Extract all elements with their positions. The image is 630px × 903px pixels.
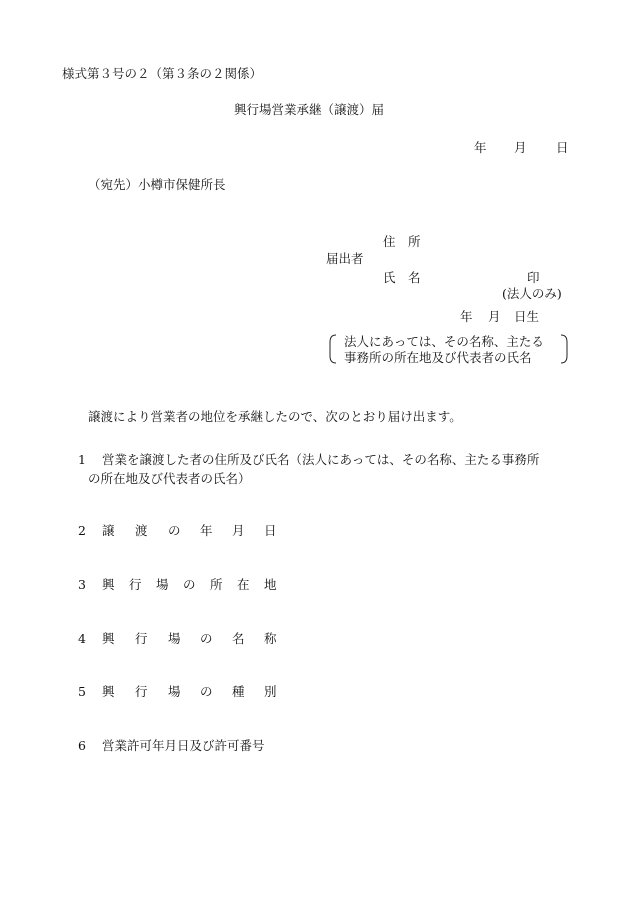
item-text: 営業許可年月日及び許可番号 — [102, 738, 265, 753]
item-char: 譲 — [102, 523, 115, 538]
birth-day: 日生 — [514, 309, 540, 324]
item-char: 年 — [200, 523, 213, 538]
item-char: 在 — [237, 577, 250, 592]
corporation-note-line1: 法人にあっては、その名称、主たる — [344, 334, 544, 349]
item-char: 興 — [102, 631, 115, 646]
date-month: 月 — [514, 140, 527, 155]
birth-month: 月 — [488, 309, 501, 324]
item-char: の — [200, 631, 213, 646]
date-year: 年 — [474, 140, 487, 155]
item-char: 月 — [232, 523, 245, 538]
addressee: （宛先）小樽市保健所長 — [88, 177, 226, 192]
address-label: 住 所 — [383, 234, 421, 249]
item-char: 場 — [168, 631, 181, 646]
item-char: 行 — [135, 684, 148, 699]
corporation-note-line2: 事務所の所在地及び代表者の氏名 — [344, 350, 532, 365]
name-label: 氏 名 — [383, 270, 421, 285]
document-title: 興行場営業承継（譲渡）届 — [234, 102, 385, 117]
form-number: 様式第３号の２（第３条の２関係） — [62, 66, 263, 81]
item-number: 6 — [78, 738, 86, 753]
item-char: 別 — [264, 684, 277, 699]
item-char: 称 — [264, 631, 277, 646]
item-number: 3 — [78, 577, 86, 592]
date-day: 日 — [556, 140, 569, 155]
item-char: 地 — [264, 577, 277, 592]
item-char: 場 — [156, 577, 169, 592]
seal-mark: 印 — [527, 270, 540, 285]
item-char: 名 — [232, 631, 245, 646]
item-text-continued: の所在地及び代表者の氏名） — [88, 471, 251, 486]
item-number: 2 — [78, 523, 86, 538]
item-char: の — [183, 577, 196, 592]
item-char: 種 — [232, 684, 245, 699]
birth-year: 年 — [460, 309, 473, 324]
item-char: 興 — [102, 684, 115, 699]
item-char: 興 — [102, 577, 115, 592]
corporation-only-note: (法人のみ) — [502, 286, 562, 301]
item-char: 渡 — [135, 523, 148, 538]
item-number: 5 — [78, 684, 86, 699]
item-char: 場 — [168, 684, 181, 699]
item-text: 営業を譲渡した者の住所及び氏名（法人にあっては、その名称、主たる事務所 — [102, 452, 540, 467]
item-number: 4 — [78, 631, 86, 646]
item-char: 所 — [210, 577, 223, 592]
applicant-role-label: 届出者 — [326, 251, 364, 266]
item-char: の — [168, 523, 181, 538]
statement: 譲渡により営業者の地位を承継したので、次のとおり届け出ます。 — [88, 409, 462, 424]
item-char: 日 — [264, 523, 277, 538]
note-bracket-right — [559, 334, 569, 364]
item-char: 行 — [135, 631, 148, 646]
item-char: の — [200, 684, 213, 699]
item-char: 行 — [129, 577, 142, 592]
item-number: 1 — [78, 452, 86, 467]
note-bracket-left — [328, 334, 338, 364]
